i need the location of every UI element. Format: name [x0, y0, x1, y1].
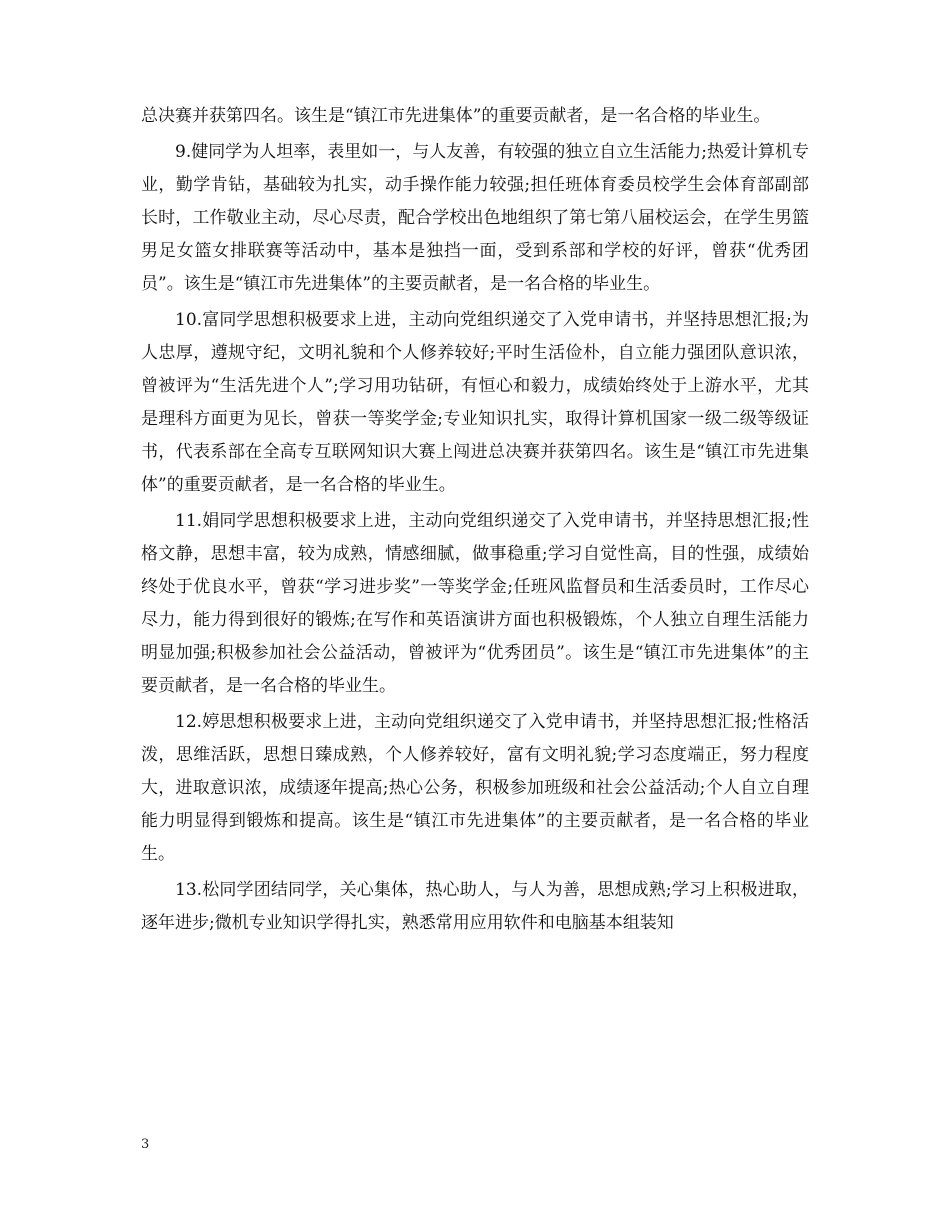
paragraph-item-13: 13.松同学团结同学，关心集体，热心助人，与人为善，思想成熟;学习上积极进取，逐年进步;微机专业知识学得扎实，熟悉常用应用软件和电脑基本组装知	[141, 880, 809, 933]
page-number: 3	[141, 1137, 150, 1152]
paragraph-item-9: 9.健同学为人坦率，表里如一，与人友善，有较强的独立自立生活能力;热爱计算机专业，勤学肯钻，基础较为扎实，动手操作能力较强;担任班体育委员校学生会体育部副部长时，工作敬业主动，尽心尽责，配合学校出色地组织了第七第八届校运会，在学生男篮男足女篮女排联赛等活动中，基本是独挡一面，受到系部和学校的好评，曾获“优秀团员”。该生是“镇江市先进集体”的主要贡献者，是一名合格的毕业生。	[141, 142, 809, 294]
paragraph-continuation: 总决赛并获第四名。该生是“镇江市先进集体”的重要贡献者，是一名合格的毕业生。	[141, 106, 771, 126]
paragraph-item-12: 12.婷思想积极要求上进，主动向党组织递交了入党申请书，并坚持思想汇报;性格活泼，思维活跃，思想日臻成熟，个人修养较好，富有文明礼貌;学习态度端正，努力程度大，进取意识浓，成绩逐年提高;热心公务，积极参加班级和社会公益活动;个人自立自理能力明显得到锻炼和提高。该生是“镇江市先进集体”的主要贡献者，是一名合格的毕业生。	[141, 712, 809, 864]
paragraph-item-10: 10.富同学思想积极要求上进，主动向党组织递交了入党申请书，并坚持思想汇报;为人忠厚，遵规守纪，文明礼貌和个人修养较好;平时生活俭朴，自立能力强团队意识浓，曾被评为“生活先进个人”;学习用功钻研，有恒心和毅力，成绩始终处于上游水平，尤其是理科方面更为见长，曾获一等奖学金;专业知识扎实，取得计算机国家一级二级等级证书，代表系部在全高专互联网知识大赛上闯进总决赛并获第四名。该生是“镇江市先进集体”的重要贡献者，是一名合格的毕业生。	[141, 310, 809, 495]
document-body	[141, 100, 809, 943]
paragraph-item-11: 11.娟同学思想积极要求上进，主动向党组织递交了入党申请书，并坚持思想汇报;性格文静，思想丰富，较为成熟，情感细腻，做事稳重;学习自觉性高，目的性强，成绩始终处于优良水平，曾获“学习进步奖”一等奖学金;任班风监督员和生活委员时，工作尽心尽力，能力得到很好的锻炼;在写作和英语演讲方面也积极锻炼，个人独立自理生活能力明显加强;积极参加社会公益活动，曾被评为“优秀团员”。该生是“镇江市先进集体”的主要贡献者，是一名合格的毕业生。	[141, 511, 809, 696]
